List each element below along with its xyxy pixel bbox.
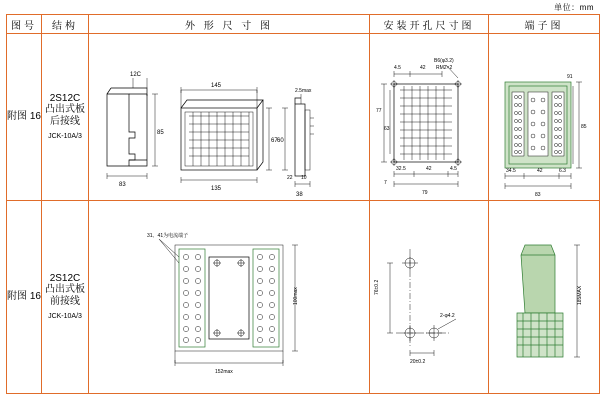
svg-text:38: 38 (296, 192, 303, 198)
row1-outline-figure (89, 34, 370, 201)
svg-text:60: 60 (277, 138, 284, 144)
svg-text:85: 85 (581, 124, 587, 130)
row2-outline-figure (89, 201, 370, 394)
svg-text:34.5: 34.5 (506, 168, 516, 174)
row2-structure-title: 2S12C (49, 272, 81, 284)
svg-text:RM2×2: RM2×2 (436, 65, 453, 71)
svg-text:2-φ4.2: 2-φ4.2 (440, 313, 455, 319)
svg-text:85: 85 (157, 130, 164, 136)
svg-text:20±0.2: 20±0.2 (410, 359, 426, 365)
row1-structure-desc: 凸出式板后接线 (45, 103, 85, 127)
svg-text:77: 77 (376, 108, 382, 114)
table-header-row (7, 15, 600, 34)
svg-text:135: 135 (211, 186, 222, 192)
svg-text:42: 42 (426, 166, 432, 172)
row1-structure (42, 34, 89, 201)
row1-figure-no: 附图 16 (7, 34, 42, 201)
svg-text:42: 42 (537, 168, 543, 174)
row1-structure-title: 2S12C (49, 92, 81, 104)
header-col-no: 图号 (7, 15, 42, 34)
row1-terminal-figure (489, 34, 600, 201)
svg-text:91: 91 (567, 74, 573, 80)
table-row (7, 34, 600, 201)
svg-text:10: 10 (301, 175, 307, 181)
svg-text:76±0.2: 76±0.2 (374, 279, 380, 295)
svg-text:42: 42 (420, 65, 426, 71)
svg-text:67: 67 (271, 138, 278, 144)
row2-structure-model: JCK-10A/3 (48, 312, 82, 320)
svg-text:145: 145 (211, 83, 222, 89)
svg-text:83: 83 (535, 192, 541, 198)
svg-text:100max: 100max (293, 287, 299, 305)
svg-text:B6(φ3.2): B6(φ3.2) (434, 58, 454, 64)
svg-text:7: 7 (384, 180, 387, 186)
header-col-terminal: 端子图 (489, 15, 600, 34)
row2-mount-figure (370, 201, 489, 394)
svg-text:22: 22 (287, 175, 293, 181)
unit-note: 单位：mm (554, 3, 594, 12)
svg-text:12C: 12C (130, 72, 142, 78)
svg-text:79: 79 (422, 190, 428, 196)
svg-text:185MAX: 185MAX (577, 285, 583, 305)
row1-structure-model: JCK-10A/3 (48, 132, 82, 140)
svg-text:83: 83 (119, 182, 126, 188)
svg-text:152max: 152max (215, 369, 233, 375)
svg-text:32.5: 32.5 (396, 166, 406, 172)
row2-structure-desc: 凸出式板前接线 (45, 283, 85, 307)
header-col-struct: 结构 (42, 15, 89, 34)
header-col-outline: 外 形 尺 寸 图 (89, 15, 370, 34)
svg-text:63: 63 (384, 126, 390, 132)
spec-table (6, 14, 600, 394)
row2-structure (42, 201, 89, 394)
svg-text:6.3: 6.3 (559, 168, 566, 174)
svg-text:31、41为电流端子: 31、41为电流端子 (147, 233, 189, 239)
svg-text:4.5: 4.5 (450, 166, 457, 172)
header-col-mount: 安装开孔尺寸图 (370, 15, 489, 34)
table-row (7, 201, 600, 394)
row1-mount-figure (370, 34, 489, 201)
svg-text:2.5max: 2.5max (295, 88, 312, 94)
row2-figure-no: 附图 16 (7, 201, 42, 394)
svg-text:4.5: 4.5 (394, 65, 401, 71)
row2-terminal-figure (489, 201, 600, 394)
